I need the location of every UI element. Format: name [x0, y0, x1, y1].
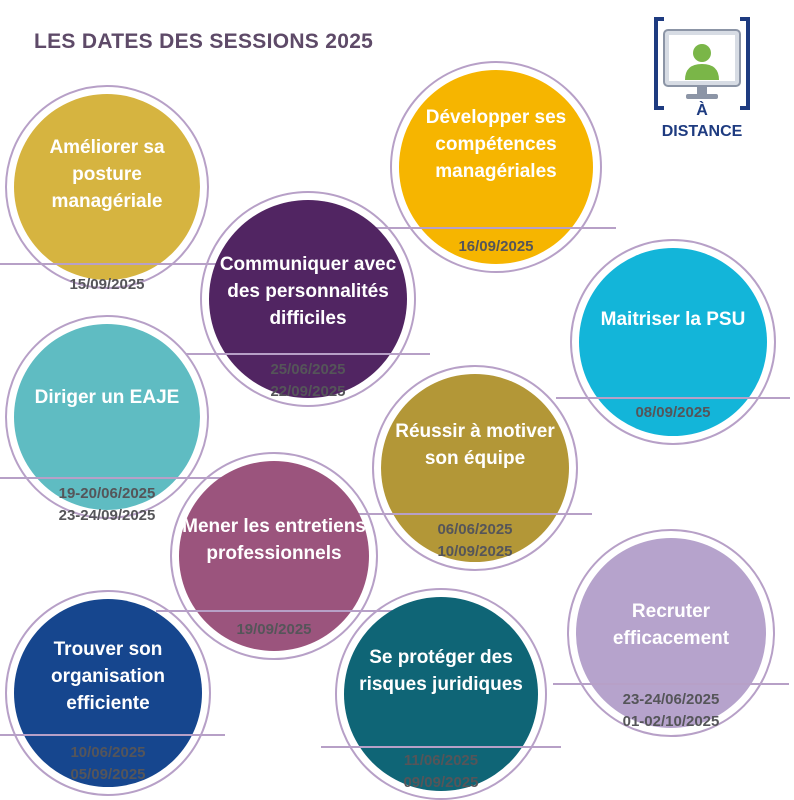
session-date: 16/09/2025 [458, 238, 534, 255]
page-title: LES DATES DES SESSIONS 2025 [34, 30, 374, 53]
session-title: Trouver son organisation efficiente [50, 638, 165, 714]
session-date: 23-24/09/2025 [58, 507, 156, 524]
distance-badge [642, 16, 762, 156]
card-underline [553, 683, 789, 685]
session-dates [170, 359, 446, 403]
session-date: 09/09/2025 [403, 774, 479, 791]
card-underline [0, 734, 225, 736]
card-underline [556, 397, 790, 399]
session-title: Diriger un EAJE [34, 386, 180, 408]
badge-distance-text: DISTANCE [661, 123, 743, 140]
session-date: 25/06/2025 [270, 361, 346, 378]
session-date: 01-02/10/2025 [622, 713, 720, 730]
session-title: Se protéger des risques juridiques [359, 647, 523, 695]
session-date: 22/09/2025 [270, 383, 346, 400]
session-date: 10/06/2025 [70, 744, 146, 761]
session-date: 10/09/2025 [437, 543, 513, 560]
session-title: Recruter efficacement [612, 601, 730, 649]
session-date: 08/09/2025 [635, 404, 711, 421]
session-date: 11/06/2025 [403, 752, 479, 769]
session-date: 06/06/2025 [437, 521, 513, 538]
session-card-recruter[interactable] [567, 529, 775, 737]
session-title: Maitriser la PSU [600, 308, 746, 330]
badge-accent-text: À [696, 102, 708, 119]
session-dates [0, 742, 241, 786]
session-card-posture[interactable] [5, 85, 209, 293]
session-card-juridique[interactable] [335, 588, 547, 800]
session-date: 05/09/2025 [70, 766, 146, 783]
card-underline [358, 513, 592, 515]
session-card-psu[interactable] [570, 239, 776, 445]
card-underline [0, 263, 223, 265]
session-dates [537, 689, 794, 733]
session-title: Améliorer sa posture managériale [49, 136, 165, 212]
session-date: 15/09/2025 [69, 276, 145, 293]
session-title: Développer ses compétences managériales [425, 106, 567, 182]
session-dates [540, 402, 794, 424]
session-title: Mener les entretiens professionnels [182, 516, 366, 564]
session-card-communiquer[interactable] [200, 191, 416, 407]
session-date: 19-20/06/2025 [58, 485, 156, 502]
session-date: 19/09/2025 [236, 621, 312, 638]
session-dates [305, 750, 577, 794]
card-underline [321, 746, 561, 748]
session-date: 23-24/06/2025 [622, 691, 720, 708]
card-underline [186, 353, 430, 355]
session-title: Communiquer avec des personnalités difficiles [219, 253, 397, 329]
session-title: Réussir à motiver son équipe [395, 421, 555, 469]
